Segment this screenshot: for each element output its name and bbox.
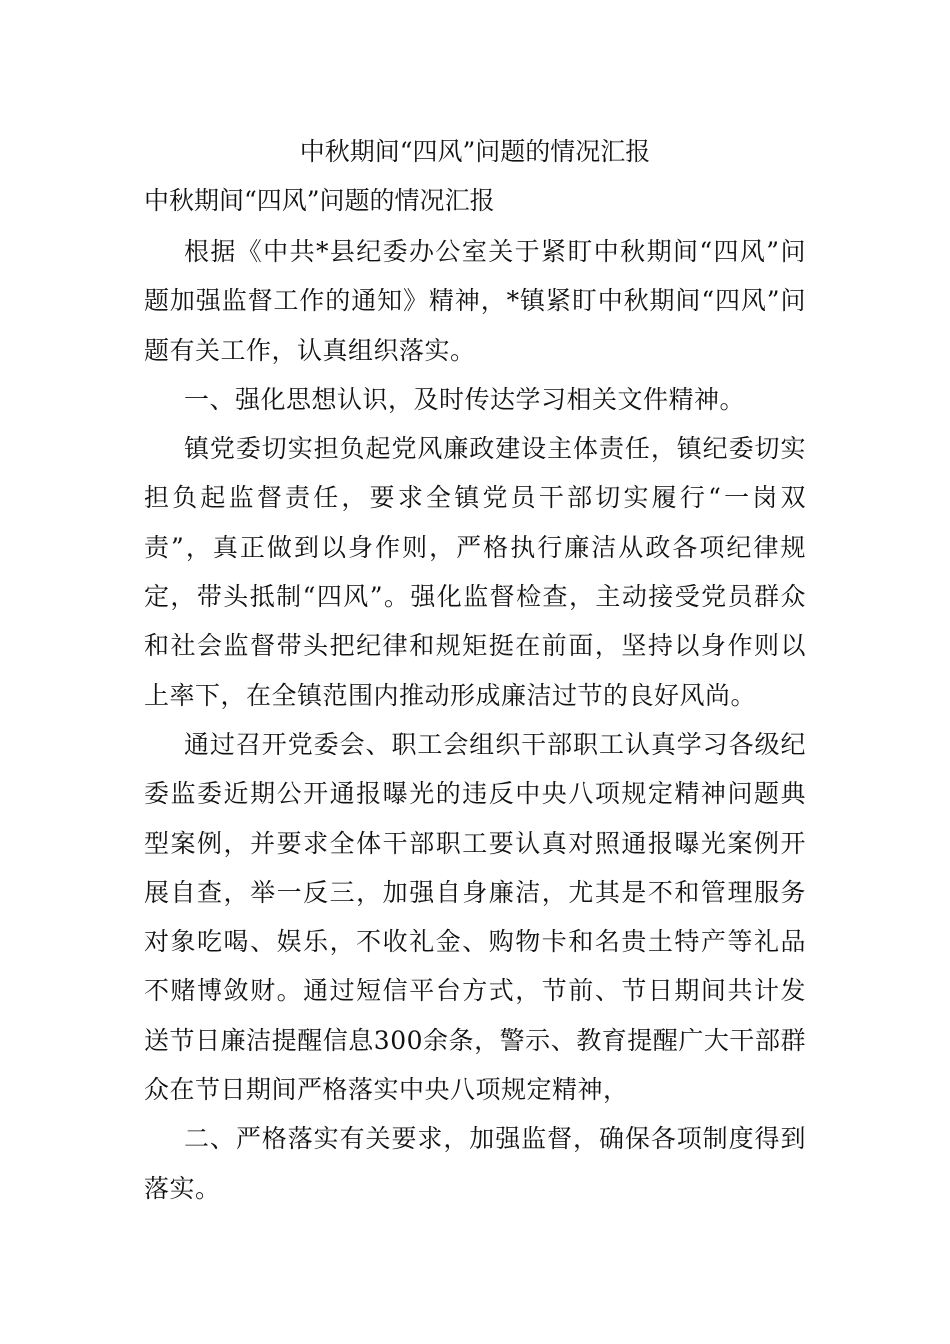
- document-subtitle: 中秋期间“四风”问题的情况汇报: [144, 186, 495, 215]
- section-heading-2: 二、严格落实有关要求，加强监督，确保各项制度得到落实。: [144, 1124, 806, 1203]
- paragraph-study: 通过召开党委会、职工会组织干部职工认真学习各级纪委监委近期公开通报曝光的违反中央八项规定精神问题典型案例，并要求全体干部职工要认真对照通报曝光案例开展自查，举一反三，加强自身廉洁，尤其是不和管理服务对象吃喝、娱乐，不收礼金、购物卡和名贵土特产等礼品不赌博敛财。通过短信平台方式，节前、节日期间共计发送节日廉洁提醒信息300余条，警示、教育提醒广大干部群众在节日期间严格落实中央八项规定精神，: [144, 729, 806, 1105]
- paragraph-responsibility: 镇党委切实担负起党风廉政建设主体责任，镇纪委切实担负起监督责任，要求全镇党员干部切实履行“一岗双责”，真正做到以身作则，严格执行廉洁从政各项纪律规定，带头抵制“四风”。强化监督检查，主动接受党员群众和社会监督带头把纪律和规矩挺在前面，坚持以身作则以上率下，在全镇范围内推动形成廉洁过节的良好风尚。: [144, 434, 806, 710]
- section-heading-1: 一、强化思想认识，及时传达学习相关文件精神。: [184, 384, 746, 414]
- document-body: [144, 227, 806, 1213]
- paragraph-intro: 根据《中共*县纪委办公室关于紧盯中秋期间“四风”问题加强监督工作的通知》精神，*镇紧盯中秋期间“四风”问题有关工作，认真组织落实。: [144, 237, 806, 365]
- document-title: 中秋期间“四风”问题的情况汇报: [299, 137, 651, 166]
